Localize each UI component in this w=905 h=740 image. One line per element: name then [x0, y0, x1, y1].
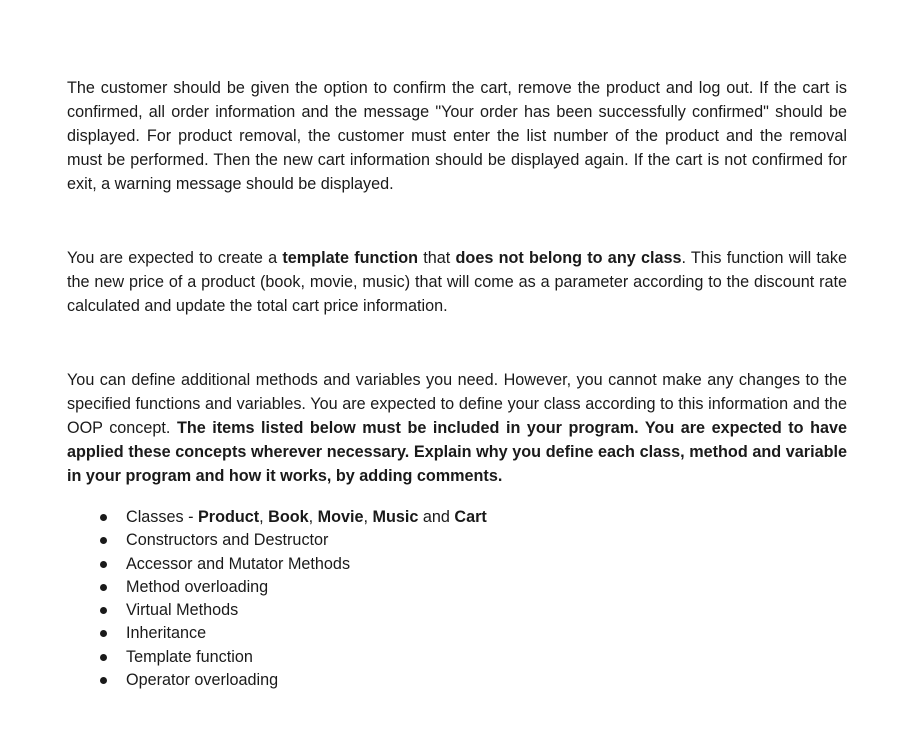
paragraph-spacer [67, 318, 847, 368]
list-item-label: Operator overloading [126, 671, 279, 690]
paragraph-spacer [67, 196, 847, 246]
bullet-icon [100, 537, 107, 544]
list-item-label: Template function [126, 647, 253, 666]
text-run: that [418, 249, 456, 267]
list-item-label: Constructors and Destructor [126, 531, 329, 550]
bullet-icon [100, 630, 107, 637]
bullet-icon [100, 607, 107, 614]
bold-text-run: Movie [317, 508, 364, 526]
list-item [100, 529, 847, 552]
bold-text-run: Cart [454, 508, 487, 526]
list-item [100, 622, 847, 645]
text-run: . This function will take the new price of a product (book, movie, music) that will come as a parameter according to the discount rate calculated and update the total cart price information. [67, 249, 848, 315]
list-item [100, 669, 847, 692]
list-item [100, 599, 847, 622]
list-item-label: Method overloading [126, 577, 269, 596]
text-run: You can define additional methods and variables you need. However, you cannot make any changes to the specified functions and variables. You are expected to define your class according to this information and the OOP concept. [67, 371, 847, 437]
list-item [100, 553, 847, 576]
bold-text-run: The items listed below must be included in your program. You are expected to have applied these concepts wherever necessary. Explain why you define each class, method and variable in your program and how it works, by adding comments. [67, 419, 847, 485]
paragraph-cart-options: The customer should be given the option to confirm the cart, remove the product and log out. If the cart is confirmed, all order information and the message "Your order has been successfully confirmed" should be displayed. For product removal, the customer must enter the list number of the product and the removal must be performed. Then the new cart information should be displayed again. If the cart is not confirmed for exit, a warning message should be displayed. [67, 79, 847, 193]
bold-text-run: does not belong to any class [455, 249, 682, 267]
bold-text-run: template function [282, 249, 419, 267]
text-run: Classes - [126, 508, 198, 526]
bullet-icon [100, 514, 107, 521]
bold-text-run: Book [268, 508, 309, 526]
list-item-label: Inheritance [126, 624, 207, 643]
bullet-icon [100, 561, 107, 568]
list-item [100, 576, 847, 599]
paragraph-requirements [67, 368, 847, 488]
bullet-icon [100, 677, 107, 684]
text-run: , [259, 508, 269, 526]
bullet-icon [100, 584, 107, 591]
list-item-label: Accessor and Mutator Methods [126, 554, 351, 573]
paragraph-template-function [67, 246, 847, 318]
text-run: You are expected to create a [67, 249, 283, 267]
list-item [100, 506, 847, 529]
requirements-list [67, 506, 847, 692]
bold-text-run: Music [372, 508, 419, 526]
bullet-icon [100, 654, 107, 661]
list-item [100, 646, 847, 669]
bold-text-run: Product [197, 508, 260, 526]
text-run: and [418, 508, 455, 526]
text-run: , [308, 508, 318, 526]
text-run: , [363, 508, 373, 526]
list-item-label: Virtual Methods [126, 601, 239, 620]
document-page [67, 76, 847, 692]
